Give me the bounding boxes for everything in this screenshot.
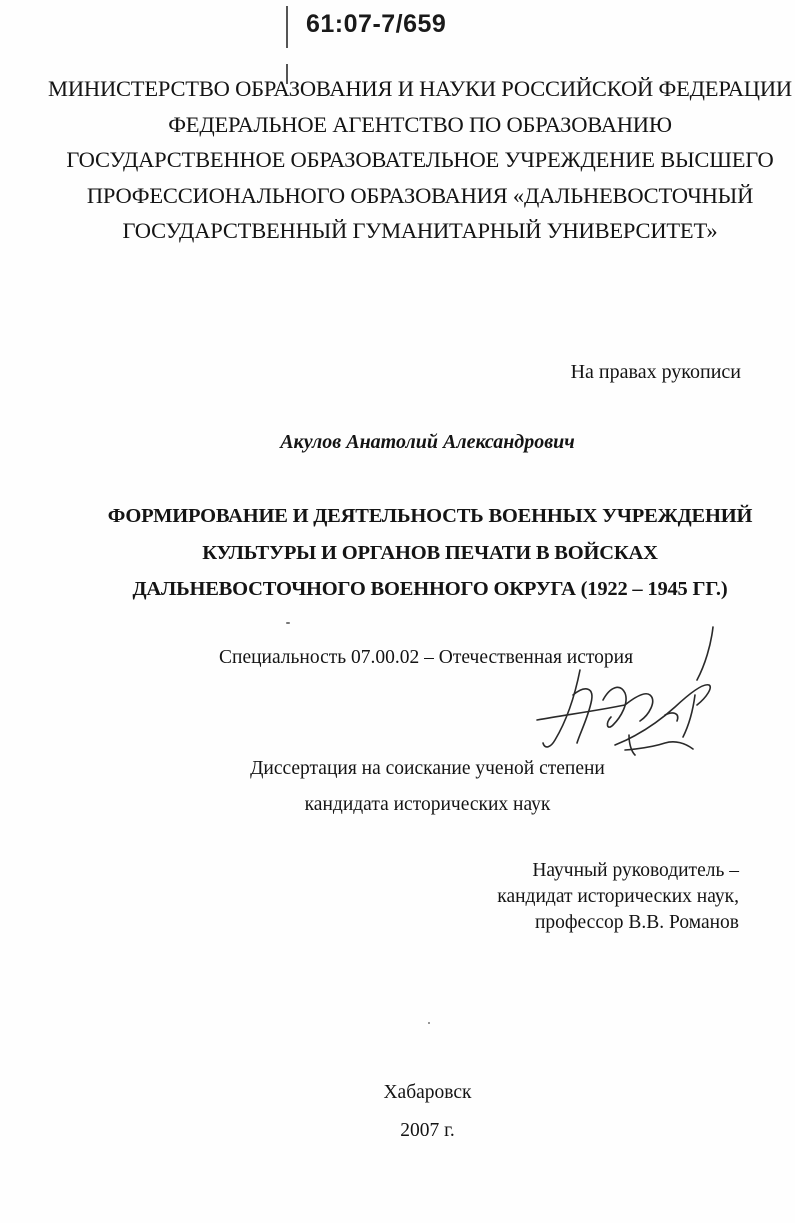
supervisor-line-2: кандидат исторических наук, [497,886,739,907]
title-line-1: ФОРМИРОВАНИЕ И ДЕЯТЕЛЬНОСТЬ ВОЕННЫХ УЧРЕЖДЕНИЙ [107,505,753,527]
library-call-number: 61:07-7/659 [306,10,447,38]
handwritten-signature [525,625,725,765]
degree-line-1: Диссертация на соискание ученой степени [250,758,605,779]
title-line-3: ДАЛЬНЕВОСТОЧНОГО ВОЕННОГО ОКРУГА (1922 – 1945 ГГ.) [132,578,728,600]
header-line-education: ПРОФЕССИОНАЛЬНОГО ОБРАЗОВАНИЯ «ДАЛЬНЕВОСТОЧНЫЙ [86,182,754,208]
scientific-supervisor [497,858,739,936]
place-and-year [0,1074,795,1150]
title-line-2: КУЛЬТУРЫ И ОРГАНОВ ПЕЧАТИ В ВОЙСКАХ [202,541,658,564]
scan-speck [286,622,290,624]
supervisor-line-1: Научный руководитель – [532,860,739,881]
author-name: Акулов Анатолий Александрович [280,431,575,453]
dissertation-title [40,498,795,608]
degree-line-2: кандидата исторических наук [304,794,551,815]
publication-year: 2007 г. [400,1120,455,1141]
header-line-university: ГОСУДАРСТВЕННЫЙ ГУМАНИТАРНЫЙ УНИВЕРСИТЕТ» [122,218,718,243]
city-name: Хабаровск [383,1082,472,1103]
specialty-line: Специальность 07.00.02 – Отечественная история [219,647,634,668]
manuscript-note: На правах рукописи [570,361,741,383]
supervisor-line-3: профессор В.В. Романов [534,912,739,933]
scan-margin-line [286,6,288,48]
header-line-ministry: МИНИСТЕРСТВО ОБРАЗОВАНИЯ И НАУКИ РОССИЙСКОЙ ФЕДЕРАЦИИ [48,76,792,101]
header-line-agency: ФЕДЕРАЛЬНОЕ АГЕНТСТВО ПО ОБРАЗОВАНИЮ [168,111,672,137]
header-line-institution: ГОСУДАРСТВЕННОЕ ОБРАЗОВАТЕЛЬНОЕ УЧРЕЖДЕНИЕ ВЫСШЕГО [66,147,774,172]
institution-header [40,71,795,249]
degree-statement [0,751,795,823]
scan-speck-lower [428,1022,430,1024]
